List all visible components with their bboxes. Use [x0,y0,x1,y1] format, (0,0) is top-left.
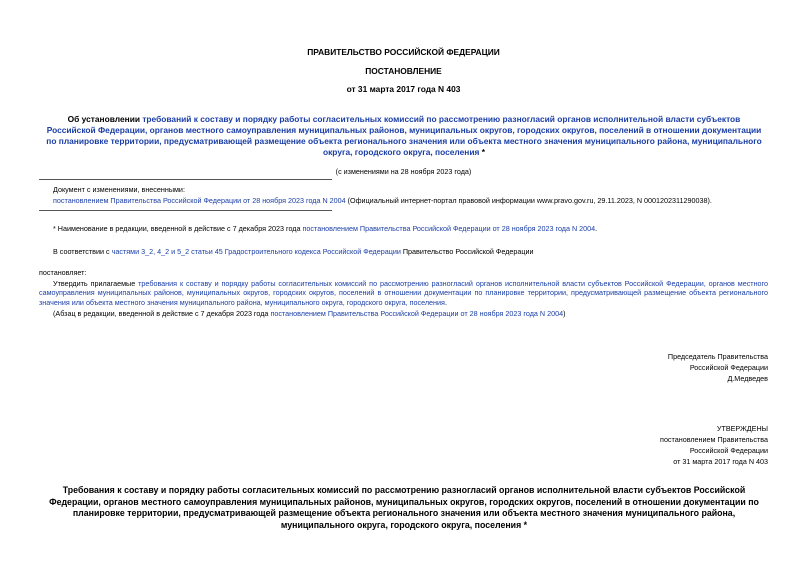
approve-prefix: Утвердить прилагаемые [53,279,139,288]
footnote-text: * Наименование в редакции, введенной в действие с 7 декабря 2023 года [53,224,303,233]
approved-date: от 31 марта 2017 года N 403 [673,457,768,466]
approved-by: постановлением Правительства [660,435,768,444]
changes-note: (с изменениями на 28 ноября 2023 года) [335,167,472,176]
amendments-source: (Официальный интернет-портал правовой информации www.pravo.gov.ru, 29.11.2023, N 0001202311290038). [345,196,712,205]
paragraph-note-suffix: ) [563,309,566,318]
document-title [46,114,762,158]
basis-paragraph [53,247,793,256]
document-title-suffix: * [479,147,485,157]
approve-link[interactable]: требования к составу и порядку работы согласительных комиссий по рассмотрению разногласий органов исполнительной власти субъектов Российской Федерации, органов местного самоуправления муниципальных районов, муниципальных округов, городских округов, поселений в отношении документации по планировке территории, предусматривающей размещение объекта регионального значения или объекта местного значения муниципального района, муниципального округа, городского округа, поселения [39,279,769,307]
basis-link[interactable]: частями 3_2, 4_2 и 5_2 статьи 45 Градостроительного кодекса Российской Федерации [111,247,401,256]
amendments-line [53,196,793,205]
basis-suffix: Правительство Российской Федерации [400,247,534,256]
government-title: ПРАВИТЕЛЬСТВО РОССИЙСКОЙ ФЕДЕРАЦИИ [307,47,500,57]
footnote-end: . [595,224,598,233]
paragraph-note-prefix: (Абзац в редакции, введенной в действие с 7 декабря 2023 года [53,309,271,318]
footnote [53,224,793,233]
paragraph-note [53,309,793,318]
doc-date-number: от 31 марта 2017 года N 403 [346,84,461,94]
document-title-link[interactable]: требований к составу и порядку работы согласительных комиссий по рассмотрению разногласий органов исполнительной власти субъектов Российской Федерации, органов местного самоуправления муниципальных районов, муниципальных округов, городских округов, поселений в отношении документации по планировке территории, предусматривающей размещение объекта регионального значения или объекта местного значения муниципального района, муниципального округа, городского округа, поселения [46,114,762,157]
amendments-label: Документ с изменениями, внесенными: [53,185,185,194]
requirements-title: Требования к составу и порядку работы согласительных комиссий по рассмотрению разногласий органов исполнительной власти субъектов Российской Федерации, органов местного самоуправления муниципальных районов, муниципальных округов, городских округов, поселений в отношении документации по планировке территории, предусматривающей размещение объекта регионального значения или объекта местного значения муниципального района, муниципального округа, городского округа, поселения * [49,485,759,530]
divider-top [39,179,332,180]
signature-country: Российской Федерации [689,363,768,372]
decides-label: постановляет: [39,268,87,277]
basis-prefix: В соответствии с [53,247,112,256]
approved-country: Российской Федерации [689,446,768,455]
paragraph-note-link[interactable]: постановлением Правительства Российской Федерации от 28 ноября 2023 года N 2004 [270,309,564,318]
signature-position: Председатель Правительства [667,352,768,361]
divider-bottom [39,210,332,211]
approve-suffix: . [444,297,447,307]
footnote-link[interactable]: постановлением Правительства Российской Федерации от 28 ноября 2023 года N 2004 [302,224,596,233]
doc-type: ПОСТАНОВЛЕНИЕ [365,66,442,76]
approve-paragraph [39,279,768,307]
document-title-prefix: Об установлении [67,114,143,124]
signature-name: Д.Медведев [727,374,768,383]
approved-heading: УТВЕРЖДЕНЫ [716,424,768,433]
amendments-link[interactable]: постановлением Правительства Российской Федерации от 28 ноября 2023 года N 2004 [53,196,346,205]
